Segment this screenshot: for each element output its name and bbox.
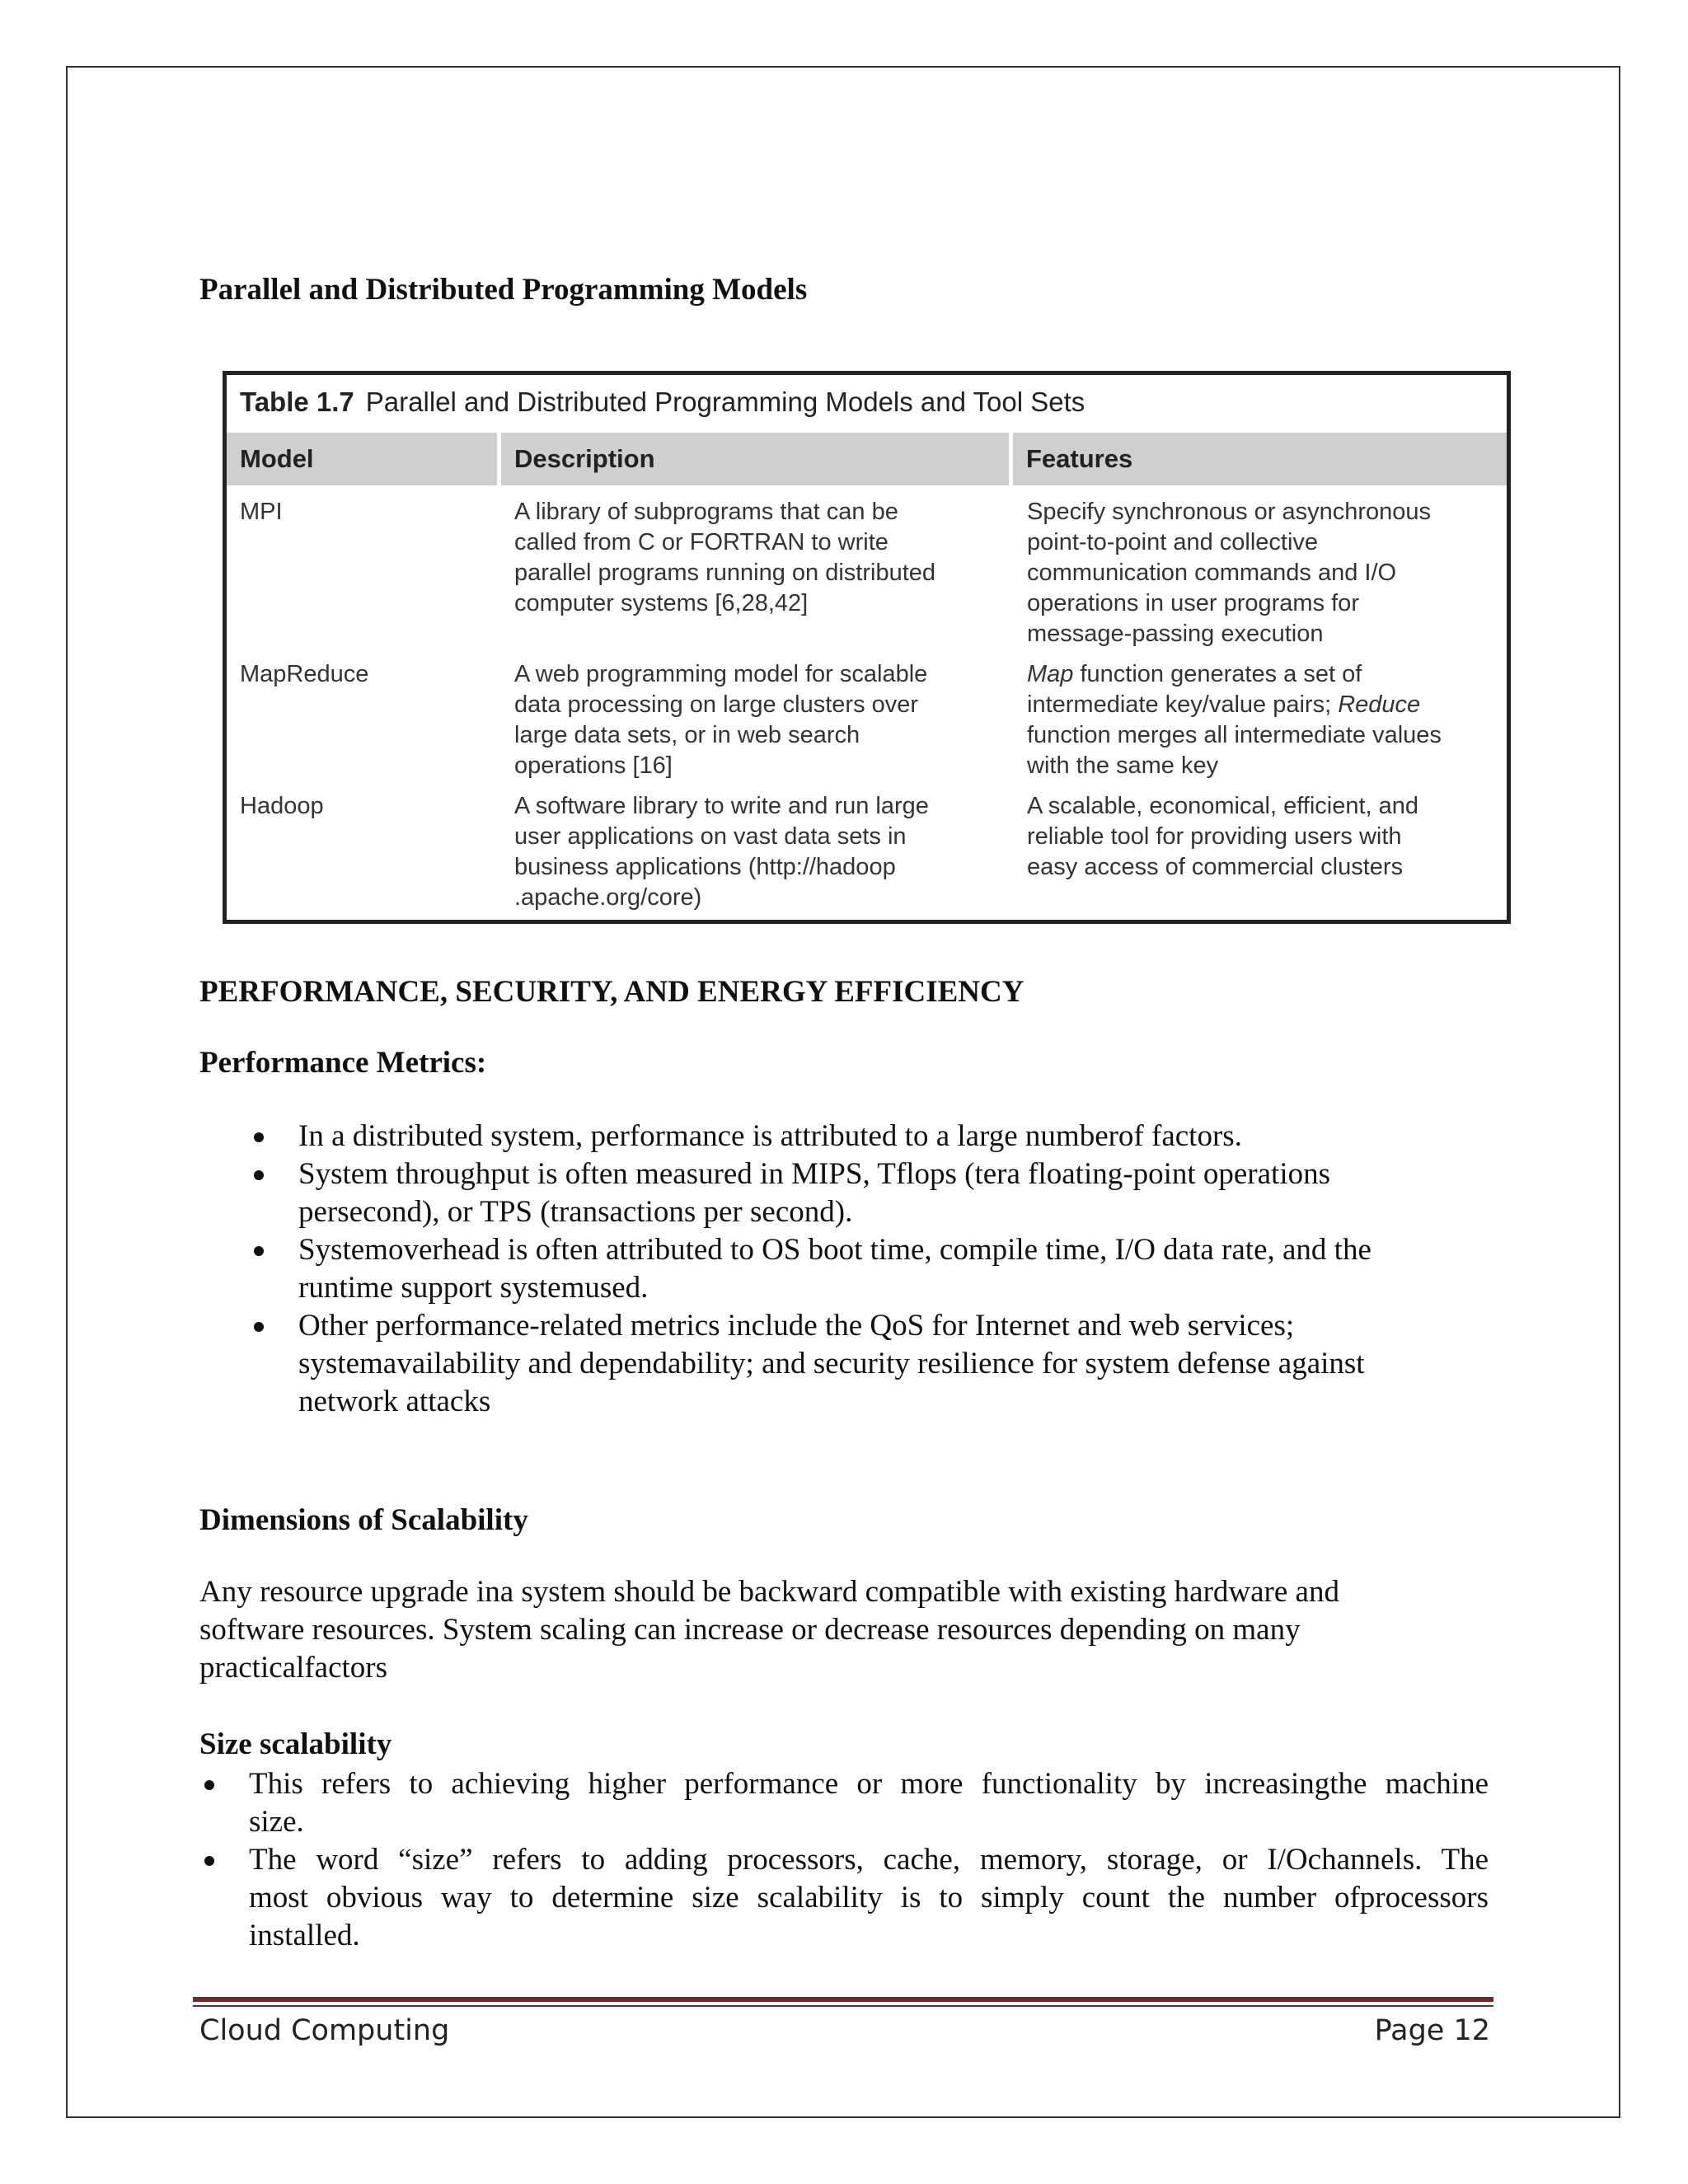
table-header-description: Description — [501, 433, 1009, 485]
table-cell-description: A library of subprograms that can be called from C or FORTRAN to write parallel programs running on distributed computer systems [6,28,42] — [514, 499, 936, 616]
table-caption-title: Parallel and Distributed Programming Models and Tool Sets — [365, 387, 1085, 417]
table-header-features: Features — [1013, 433, 1507, 485]
footer-rule-thin — [193, 2005, 1493, 2007]
list-item: Systemoverhead is often attributed to OS boot time, compile time, I/O data rate, and the runtime support systemused. — [298, 1231, 1469, 1307]
table-cell-features: Map function generates a set of intermediate key/value pairs; Reduce function merges all intermediate values with the same key — [1027, 661, 1442, 779]
subheading-performance-metrics: Performance Metrics: — [199, 1046, 487, 1080]
table-cell-description: A software library to write and run large user applications on vast data sets in business applications (http://hadoop .apache.org/core) — [514, 793, 929, 911]
metrics-bullet-list — [298, 1118, 1469, 1421]
table-cell-features: A scalable, economical, efficient, and reliable tool for providing users with easy access of commercial clusters — [1027, 793, 1419, 880]
table-figure — [223, 371, 1511, 924]
list-item: System throughput is often measured in MIPS, Tflops (tera floating-point operations persecond), or TPS (transactions per second). — [298, 1155, 1469, 1231]
table-cell-model: Hadoop — [240, 793, 324, 819]
bullet-icon — [204, 1780, 214, 1790]
table-cell-model: MapReduce — [240, 661, 369, 687]
section-heading-performance: PERFORMANCE, SECURITY, AND ENERGY EFFICIENCY — [199, 975, 1025, 1009]
footer-page-number: Page 12 — [1374, 2014, 1490, 2047]
bullet-icon — [254, 1170, 264, 1180]
list-item: The word “size” refers to adding processors, cache, memory, storage, or I/Ochannels. The most obvious way to determine size scalability is to simply count the number ofprocessors installed. — [249, 1841, 1489, 1955]
dimensions-paragraph: Any resource upgrade ina system should be backward compatible with existing hardware and software resources. System scaling can increase or decrease resources depending on many practicalfactors — [199, 1575, 1339, 1685]
subheading-size-scalability: Size scalability — [199, 1727, 392, 1761]
table-cell-description: A web programming model for scalable data processing on large clusters over large data sets, or in web search operations [16] — [514, 661, 928, 779]
size-bullet-list — [249, 1765, 1489, 1955]
list-item: This refers to achieving higher performance or more functionality by increasingthe machine size. — [249, 1765, 1489, 1841]
bullet-icon — [254, 1132, 264, 1142]
table-header-row — [227, 433, 1507, 485]
list-item: In a distributed system, performance is attributed to a large numberof factors. — [298, 1118, 1469, 1155]
footer-rule — [193, 1997, 1493, 2002]
section-heading-programming-models: Parallel and Distributed Programming Models — [199, 273, 808, 307]
table-cell-features: Specify synchronous or asynchronous point-to-point and collective communication commands and I/O operations in user programs for message-passing execution — [1027, 499, 1432, 647]
bullet-icon — [254, 1322, 264, 1332]
table-caption — [240, 387, 1085, 418]
bullet-icon — [204, 1856, 214, 1866]
table-cell-model: MPI — [240, 499, 283, 525]
list-item: Other performance-related metrics include the QoS for Internet and web services; systemavailability and dependability; and security resilience for system defense against network attacks — [298, 1307, 1469, 1421]
table-caption-number: Table 1.7 — [240, 387, 354, 417]
table-header-model: Model — [227, 433, 497, 485]
bullet-icon — [254, 1246, 264, 1256]
footer-title: Cloud Computing — [199, 2014, 450, 2047]
subheading-dimensions-of-scalability: Dimensions of Scalability — [199, 1503, 528, 1537]
